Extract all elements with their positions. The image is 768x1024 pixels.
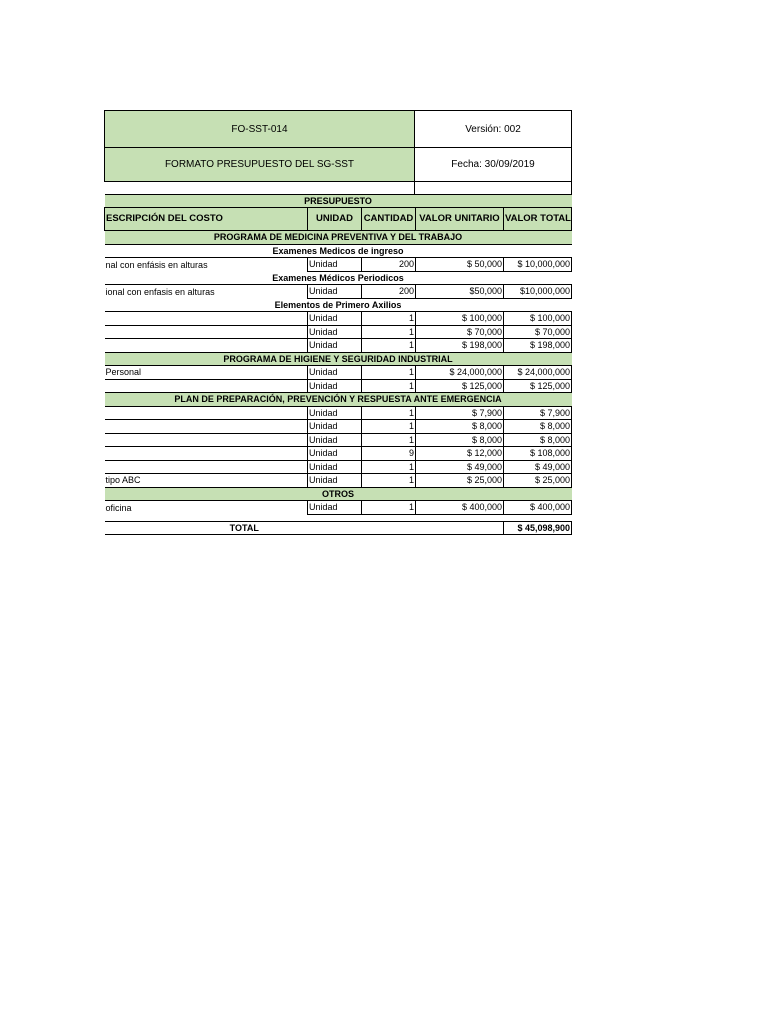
subsection-row xyxy=(105,271,572,285)
cost-description xyxy=(105,433,308,447)
table-row xyxy=(105,379,572,393)
unit-price-cell: $ 8,000 xyxy=(416,433,504,447)
unit-cell: Unidad xyxy=(308,447,362,461)
unit-price-cell: $ 12,000 xyxy=(416,447,504,461)
column-header-label: ESCRIPCIÓN DEL COSTO xyxy=(106,213,223,224)
total-cell: $ 100,000 xyxy=(504,312,572,326)
cost-description xyxy=(105,366,308,380)
total-cell: $ 8,000 xyxy=(504,420,572,434)
quantity-cell: 1 xyxy=(362,406,416,420)
table-row xyxy=(105,258,572,272)
quantity-cell: 1 xyxy=(362,366,416,380)
total-cell: $ 400,000 xyxy=(504,501,572,515)
table-row xyxy=(105,366,572,380)
unit-price-cell: $ 8,000 xyxy=(416,420,504,434)
section-title: PLAN DE PREPARACIÓN, PREVENCIÓN Y RESPUESTA ANTE EMERGENCIA xyxy=(105,393,572,407)
total-cell: $ 125,000 xyxy=(504,379,572,393)
table-row xyxy=(105,501,572,515)
cost-description xyxy=(105,379,308,393)
spacer-row xyxy=(105,514,572,521)
budget-title-row xyxy=(105,194,572,208)
section-title: PROGRAMA DE MEDICINA PREVENTIVA Y DEL TRABAJO xyxy=(105,231,572,245)
cost-description-text: tipo ABC xyxy=(105,475,141,486)
total-label: TOTAL xyxy=(105,521,504,535)
unit-price-cell: $ 100,000 xyxy=(416,312,504,326)
budget-table xyxy=(104,194,572,536)
column-header-row xyxy=(105,208,572,231)
section-row xyxy=(105,393,572,407)
table-row xyxy=(105,433,572,447)
unit-cell: Unidad xyxy=(308,258,362,272)
table-row xyxy=(105,325,572,339)
total-cell: $10,000,000 xyxy=(504,285,572,299)
unit-cell: Unidad xyxy=(308,420,362,434)
subsection-title: Elementos de Primero Axilios xyxy=(274,299,402,310)
cost-description-text: Personal xyxy=(105,367,142,378)
cost-description xyxy=(105,406,308,420)
unit-price-cell: $ 49,000 xyxy=(416,460,504,474)
unit-price-cell: $ 25,000 xyxy=(416,474,504,488)
subsection-row xyxy=(105,298,572,312)
document-header xyxy=(104,110,572,194)
total-cell: $ 24,000,000 xyxy=(504,366,572,380)
total-cell: $ 108,000 xyxy=(504,447,572,461)
unit-cell: Unidad xyxy=(308,501,362,515)
unit-cell: Unidad xyxy=(308,474,362,488)
unit-price-cell: $ 50,000 xyxy=(416,258,504,272)
subsection-title: Examenes Médicos Periodicos xyxy=(272,272,404,283)
table-row xyxy=(105,460,572,474)
unit-price-cell: $ 400,000 xyxy=(416,501,504,515)
table-row xyxy=(105,420,572,434)
column-header xyxy=(308,208,362,231)
total-cell: $ 7,900 xyxy=(504,406,572,420)
table-row xyxy=(105,474,572,488)
subsection-title: Examenes Medicos de ingreso xyxy=(272,245,404,256)
unit-cell: Unidad xyxy=(308,379,362,393)
column-header xyxy=(362,208,416,231)
column-header-label: VALOR TOTAL xyxy=(505,213,571,224)
table-row xyxy=(105,312,572,326)
unit-cell: Unidad xyxy=(308,312,362,326)
unit-cell: Unidad xyxy=(308,460,362,474)
cost-description xyxy=(105,420,308,434)
quantity-cell: 1 xyxy=(362,433,416,447)
section-title: PROGRAMA DE HIGIENE Y SEGURIDAD INDUSTRIAL xyxy=(105,352,572,366)
quantity-cell: 1 xyxy=(362,474,416,488)
quantity-cell: 1 xyxy=(362,501,416,515)
column-header-label: VALOR UNITARIO xyxy=(419,213,500,224)
form-title: FORMATO PRESUPUESTO DEL SG-SST xyxy=(105,148,415,182)
column-header-label: UNIDAD xyxy=(316,213,353,224)
table-row xyxy=(105,285,572,299)
unit-cell: Unidad xyxy=(308,339,362,353)
cost-description xyxy=(105,258,308,272)
total-cell: $ 70,000 xyxy=(504,325,572,339)
header-blank xyxy=(415,182,572,194)
table-row xyxy=(105,447,572,461)
cost-description xyxy=(105,339,308,353)
total-cell: $ 8,000 xyxy=(504,433,572,447)
column-header xyxy=(504,208,572,231)
form-date: Fecha: 30/09/2019 xyxy=(415,148,572,182)
cost-description xyxy=(105,460,308,474)
unit-cell: Unidad xyxy=(308,366,362,380)
quantity-cell: 1 xyxy=(362,460,416,474)
total-cell: $ 49,000 xyxy=(504,460,572,474)
table-row xyxy=(105,339,572,353)
total-cell: $ 198,000 xyxy=(504,339,572,353)
cost-description xyxy=(105,285,308,299)
quantity-cell: 1 xyxy=(362,339,416,353)
unit-price-cell: $ 70,000 xyxy=(416,325,504,339)
table-row xyxy=(105,406,572,420)
total-cell: $ 10,000,000 xyxy=(504,258,572,272)
cost-description xyxy=(105,325,308,339)
cost-description xyxy=(105,501,308,515)
column-header-label: CANTIDAD xyxy=(363,213,414,224)
unit-cell: Unidad xyxy=(308,406,362,420)
cost-description xyxy=(105,474,308,488)
section-title: OTROS xyxy=(105,487,572,501)
total-row xyxy=(105,521,572,535)
column-header xyxy=(416,208,504,231)
cost-description-text: nal con enfásis en alturas xyxy=(105,259,208,270)
unit-cell: Unidad xyxy=(308,325,362,339)
unit-cell: Unidad xyxy=(308,433,362,447)
unit-cell: Unidad xyxy=(308,285,362,299)
header-blank xyxy=(105,182,415,194)
cost-description-text: ional con enfasis en alturas xyxy=(105,286,215,297)
cost-description xyxy=(105,312,308,326)
cost-description-text: oficina xyxy=(105,502,132,513)
total-cell: $ 25,000 xyxy=(504,474,572,488)
unit-price-cell: $ 125,000 xyxy=(416,379,504,393)
quantity-cell: 1 xyxy=(362,312,416,326)
unit-price-cell: $ 24,000,000 xyxy=(416,366,504,380)
unit-price-cell: $ 7,900 xyxy=(416,406,504,420)
quantity-cell: 1 xyxy=(362,420,416,434)
quantity-cell: 1 xyxy=(362,325,416,339)
quantity-cell: 200 xyxy=(362,258,416,272)
subsection-row xyxy=(105,244,572,258)
section-row xyxy=(105,487,572,501)
section-row xyxy=(105,352,572,366)
budget-sheet xyxy=(104,110,571,535)
total-value: $ 45,098,900 xyxy=(504,521,572,535)
unit-price-cell: $ 198,000 xyxy=(416,339,504,353)
spacer-cell xyxy=(105,514,572,521)
budget-title: PRESUPUESTO xyxy=(105,194,572,208)
quantity-cell: 200 xyxy=(362,285,416,299)
unit-price-cell: $50,000 xyxy=(416,285,504,299)
cost-description xyxy=(105,447,308,461)
section-row xyxy=(105,231,572,245)
column-header xyxy=(105,208,308,231)
quantity-cell: 1 xyxy=(362,379,416,393)
form-version: Versión: 002 xyxy=(415,111,572,148)
quantity-cell: 9 xyxy=(362,447,416,461)
form-code: FO-SST-014 xyxy=(105,111,415,148)
